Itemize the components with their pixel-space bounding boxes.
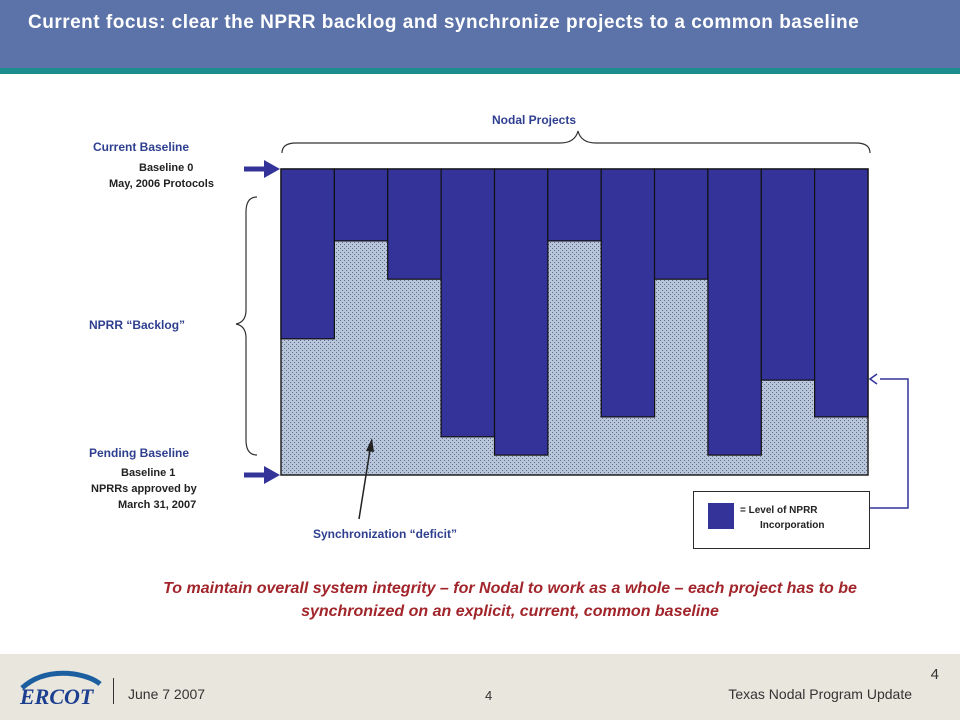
logo-text: ERCOT (20, 684, 94, 709)
incorporation-bar-6 (548, 169, 601, 241)
current-baseline-sub2: May, 2006 Protocols (109, 178, 214, 190)
pending-baseline-sub2: NPRRs approved by (91, 483, 197, 495)
current-baseline-arrow (244, 160, 280, 178)
key-message-line2: synchronized on an explicit, current, common baseline (301, 603, 719, 620)
legend-line2: Incorporation (760, 520, 825, 531)
key-message (60, 577, 960, 623)
footer-divider (113, 678, 114, 704)
footer-program-title: Texas Nodal Program Update (728, 686, 912, 702)
pending-baseline-sub3: March 31, 2007 (118, 499, 197, 511)
incorporation-bar-10 (761, 169, 814, 380)
legend-line1: = Level of NPRR (740, 505, 818, 516)
backlog-brace (236, 197, 257, 455)
current-baseline-sub1: Baseline 0 (139, 162, 194, 174)
incorporation-bar-11 (815, 169, 868, 417)
pending-baseline-arrow (244, 466, 280, 484)
footer-date: June 7 2007 (128, 686, 206, 702)
legend-connector-arrow (868, 374, 908, 508)
ercot-logo (12, 668, 110, 710)
incorporation-bar-1 (281, 169, 334, 339)
nprr-backlog-label: NPRR “Backlog” (89, 318, 186, 332)
legend-text (740, 503, 824, 533)
nodal-projects-brace (282, 131, 870, 153)
nodal-projects-label: Nodal Projects (492, 113, 577, 127)
footer-page-number: 4 (485, 688, 493, 703)
current-baseline-label: Current Baseline (93, 140, 190, 154)
legend-swatch (708, 503, 734, 529)
incorporation-bar-9 (708, 169, 761, 455)
legend (693, 491, 870, 549)
incorporation-bar-3 (388, 169, 441, 279)
incorporation-bar-5 (495, 169, 548, 455)
pending-baseline-label: Pending Baseline (89, 446, 190, 460)
slide-title: Current focus: clear the NPRR backlog and synchronize projects to a common baseline (28, 12, 860, 33)
incorporation-bar-2 (334, 169, 387, 241)
key-message-line1: To maintain overall system integrity – for Nodal to work as a whole – each project has to be (163, 580, 857, 597)
incorporation-bar-8 (655, 169, 708, 279)
sync-deficit-label: Synchronization “deficit” (313, 527, 458, 541)
incorporation-bar-4 (441, 169, 494, 437)
slide-number: 4 (930, 666, 939, 683)
pending-baseline-sub1: Baseline 1 (121, 467, 176, 479)
incorporation-bar-7 (601, 169, 654, 417)
